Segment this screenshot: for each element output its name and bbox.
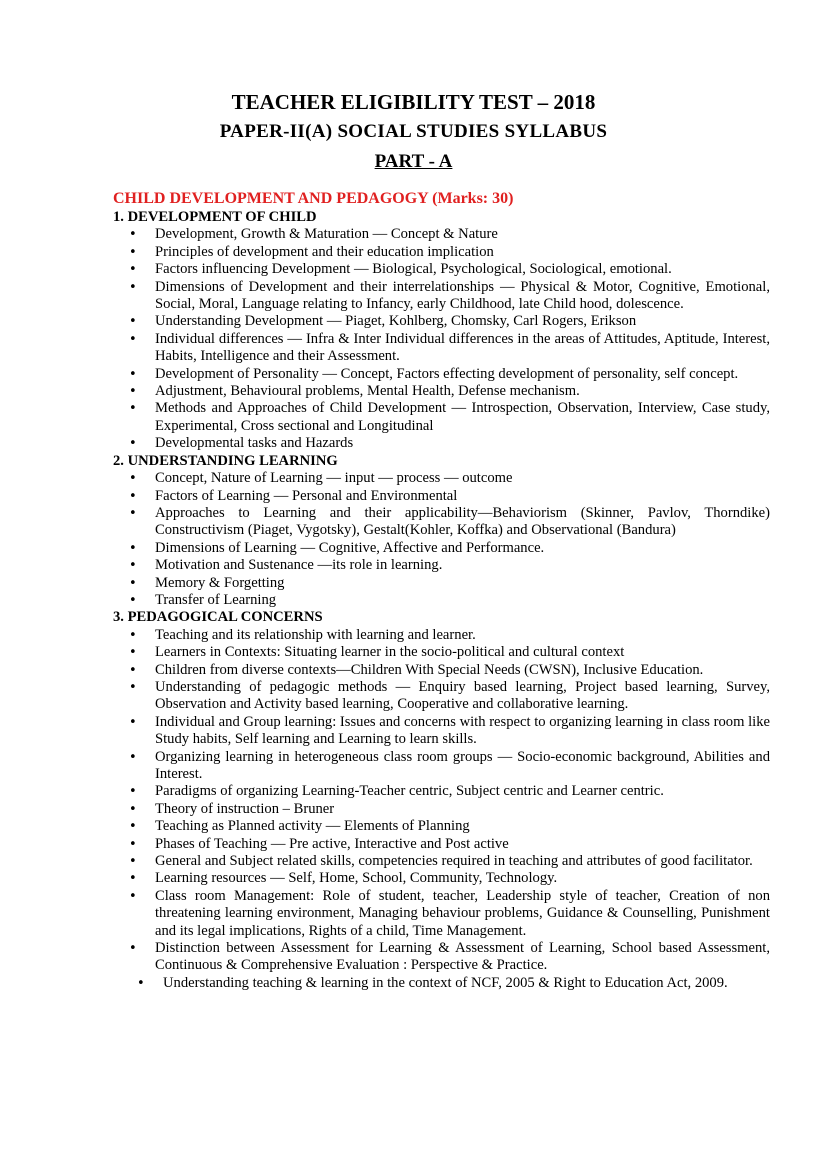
list-item: • Transfer of Learning: [113, 592, 770, 609]
list-item: • Understanding of pedagogic methods — Enquiry based learning, Project based learning, Survey, Observation and Activity based learning, Cooperative and collaborative learning.: [113, 679, 770, 714]
list-item: • Teaching as Planned activity — Elements of Planning: [113, 818, 770, 835]
list-item: • Dimensions of Development and their interrelationships — Physical & Motor, Cognitive, Emotional, Social, Moral, Language relating to Infancy, early Childhood, late Child hood, dolescence.: [113, 279, 770, 314]
list-item: • Concept, Nature of Learning — input — process — outcome: [113, 470, 770, 487]
list-item: • Approaches to Learning and their applicability—Behaviorism (Skinner, Pavlov, Thorndike) Constructivism (Piaget, Vygotsky), Gestalt(Kohler, Koffka) and Observational (Bandura): [113, 505, 770, 540]
list-item: • Teaching and its relationship with learning and learner.: [113, 627, 770, 644]
list-item: • Understanding teaching & learning in the context of NCF, 2005 & Right to Education Act, 2009.: [113, 975, 770, 992]
list-item: • Understanding Development — Piaget, Kohlberg, Chomsky, Carl Rogers, Erikson: [113, 313, 770, 330]
page-title: TEACHER ELIGIBILITY TEST – 2018: [231, 90, 596, 114]
paper-subtitle: PAPER-II(A) SOCIAL STUDIES SYLLABUS: [219, 121, 608, 142]
list-item: • Factors of Learning — Personal and Environmental: [113, 488, 770, 505]
list-item: • Distinction between Assessment for Learning & Assessment of Learning, School based Assessment, Continuous & Comprehensive Evaluation : Perspective & Practice.: [113, 940, 770, 975]
list-item: • Dimensions of Learning — Cognitive, Affective and Performance.: [113, 540, 770, 557]
list-item: • Individual differences — Infra & Inter Individual differences in the areas of Attitudes, Aptitude, Interest, Habits, Intelligence and their Assessment.: [113, 331, 770, 366]
list-item: • Learning resources — Self, Home, School, Community, Technology.: [113, 870, 770, 887]
subsection-heading-development-of-child: 1. DEVELOPMENT OF CHILD: [113, 209, 317, 225]
list-item: • Individual and Group learning: Issues and concerns with respect to organizing learning in class room like Study habits, Self learning and Learning to learn skills.: [113, 714, 770, 749]
list-item: • Phases of Teaching — Pre active, Interactive and Post active: [113, 836, 770, 853]
list-item: • Motivation and Sustenance —its role in learning.: [113, 557, 770, 574]
list-item: • Memory & Forgetting: [113, 575, 770, 592]
subsection-heading-pedagogical-concerns: 3. PEDAGOGICAL CONCERNS: [113, 609, 323, 626]
syllabus-content: [113, 189, 770, 992]
list-item: • Adjustment, Behavioural problems, Mental Health, Defense mechanism.: [113, 383, 770, 400]
subsection-heading-understanding-learning: 2. UNDERSTANDING LEARNING: [113, 452, 338, 469]
list-item: • Children from diverse contexts—Children With Special Needs (CWSN), Inclusive Education.: [113, 662, 770, 679]
list-item: • Class room Management: Role of student, teacher, Leadership style of teacher, Creation of non threatening learning environment, Managing behaviour problems, Guidance & Counselling, Punishment and its legal implications, Rights of a child, Time Management.: [113, 888, 770, 940]
pedagogical-concerns-list: [113, 627, 770, 993]
list-item: • Paradigms of organizing Learning-Teacher centric, Subject centric and Learner centric.: [113, 783, 770, 800]
list-item: • Methods and Approaches of Child Development — Introspection, Observation, Interview, Case study, Experimental, Cross sectional and Longitudinal: [113, 400, 770, 435]
list-item: • Principles of development and their education implication: [113, 244, 770, 261]
list-item: • Developmental tasks and Hazards: [113, 435, 770, 452]
understanding-learning-list: [113, 470, 770, 609]
list-item: • Theory of instruction – Bruner: [113, 801, 770, 818]
development-of-child-list: [113, 226, 770, 452]
list-item: • Factors influencing Development — Biological, Psychological, Sociological, emotional.: [113, 261, 770, 278]
list-item: • Learners in Contexts: Situating learner in the socio-political and cultural context: [113, 644, 770, 661]
list-item: • Organizing learning in heterogeneous class room groups — Socio-economic background, Abilities and Interest.: [113, 749, 770, 784]
list-item: • General and Subject related skills, competencies required in teaching and attributes of good facilitator.: [113, 853, 770, 870]
list-item: • Development, Growth & Maturation — Concept & Nature: [113, 226, 770, 243]
section-heading: CHILD DEVELOPMENT AND PEDAGOGY (Marks: 30): [113, 190, 514, 207]
list-item: • Development of Personality — Concept, Factors effecting development of personality, self concept.: [113, 366, 770, 383]
part-label: PART - A: [374, 151, 453, 172]
